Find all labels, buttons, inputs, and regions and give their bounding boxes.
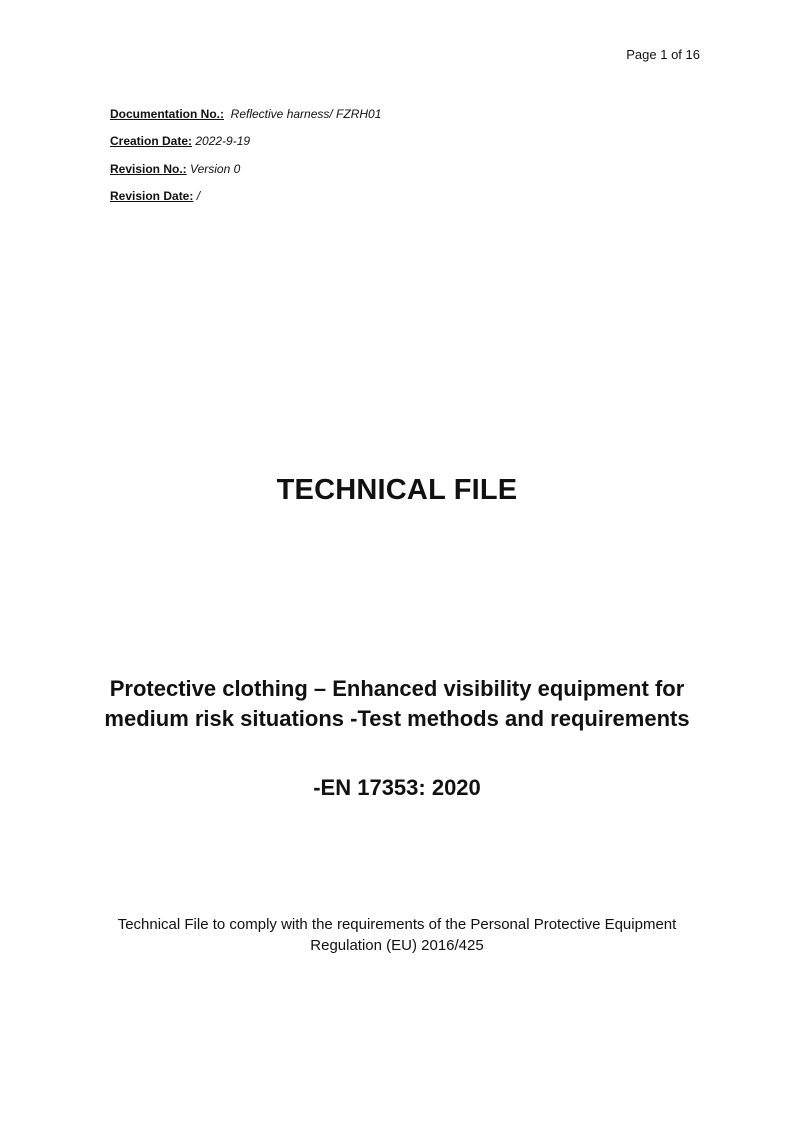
- compliance-statement: Technical File to comply with the requirements of the Personal Protective Equipment Regulation (EU) 2016/425: [117, 916, 677, 954]
- revision-number-label: Revision No.:: [110, 161, 187, 176]
- revision-date-label: Revision Date:: [110, 188, 194, 203]
- revision-date-row: [110, 183, 381, 210]
- creation-date-label: Creation Date:: [110, 134, 193, 149]
- revision-date-value: /: [196, 188, 201, 203]
- creation-date-value: 2022-9-19: [195, 134, 251, 149]
- revision-number-row: [110, 156, 381, 183]
- page-title: TECHNICAL FILE: [276, 474, 518, 506]
- page-number: Page 1 of 16: [626, 47, 700, 62]
- documentation-number-label: Documentation No.:: [110, 107, 224, 121]
- document-subtitle: Protective clothing – Enhanced visibility equipment for medium risk situations -Test methods and requirements: [104, 676, 690, 731]
- creation-date-row: [110, 128, 381, 155]
- documentation-number-row: [110, 101, 381, 128]
- revision-number-value: Version 0: [190, 161, 241, 176]
- document-metadata: [110, 101, 381, 210]
- standard-reference: -EN 17353: 2020: [313, 775, 481, 800]
- documentation-number-value: Reflective harness/ FZRH01: [230, 107, 382, 121]
